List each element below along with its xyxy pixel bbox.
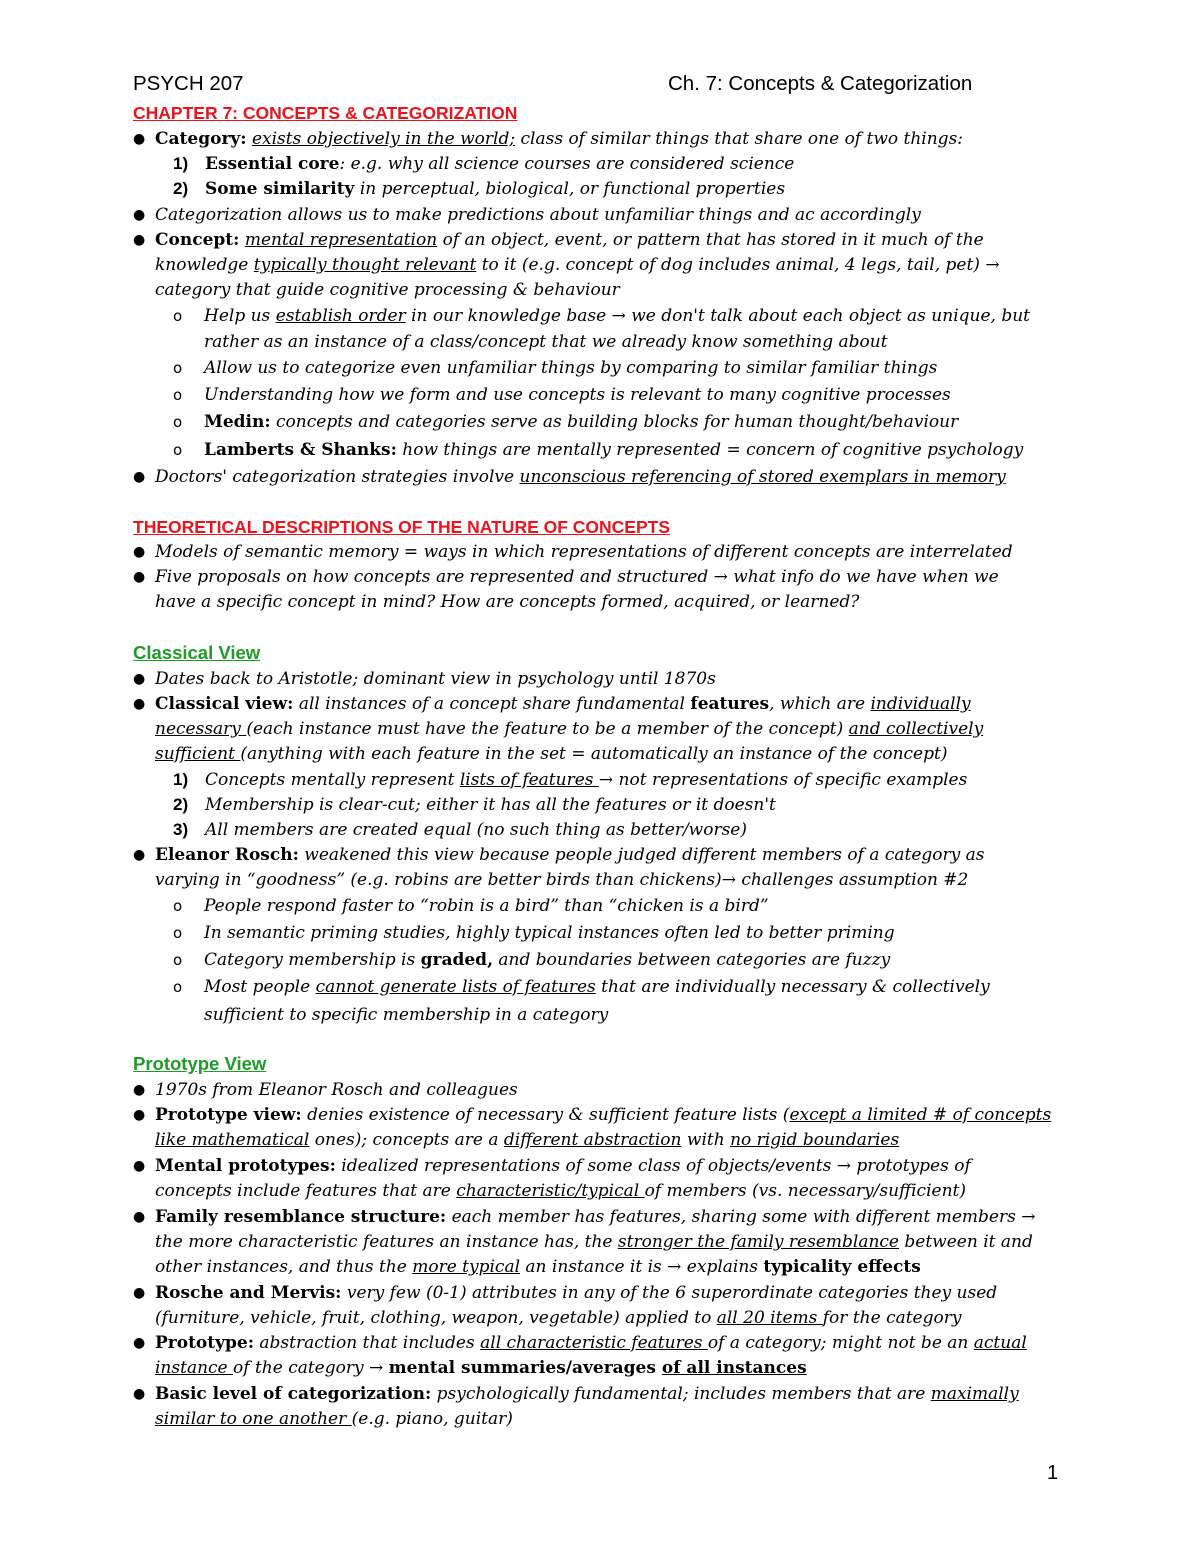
- bullet-icon: ●: [133, 232, 146, 248]
- bullet-icon: ●: [133, 1158, 146, 1174]
- sub-bullet-icon: o: [173, 413, 183, 431]
- list-number: 1): [173, 770, 189, 789]
- bullet-icon: ●: [133, 847, 146, 863]
- list-item: Models of semantic memory = ways in which representations of different concepts are interrelated: [155, 542, 1013, 562]
- list-item-continuation: varying in “goodness” (e.g. robins are better birds than chickens)→ challenges assumption #2: [155, 870, 969, 890]
- bullet-icon: ●: [133, 207, 146, 223]
- list-item: Category membership is graded, and boundaries between categories are fuzzy: [204, 950, 891, 970]
- page-number: 1: [1047, 1462, 1059, 1484]
- list-item: Concepts mentally represent lists of features → not representations of specific examples: [205, 770, 968, 790]
- list-item-continuation: other instances, and thus the more typical an instance it is → explains typicality effects: [155, 1257, 921, 1277]
- list-number: 1): [173, 154, 189, 173]
- list-item: Medin: concepts and categories serve as building blocks for human thought/behaviour: [204, 412, 959, 432]
- sub-bullet-icon: o: [173, 924, 183, 942]
- bullet-icon: ●: [133, 1107, 146, 1123]
- bullet-icon: ●: [133, 1082, 146, 1098]
- list-item-continuation: category that guide cognitive processing & behaviour: [155, 280, 620, 300]
- bullet-icon: ●: [133, 1209, 146, 1225]
- list-item: Understanding how we form and use concepts is relevant to many cognitive processes: [204, 385, 951, 405]
- bullet-icon: ●: [133, 1285, 146, 1301]
- sub-bullet-icon: o: [173, 897, 183, 915]
- list-item: Some similarity in perceptual, biological, or functional properties: [205, 179, 786, 199]
- list-item-continuation: necessary (each instance must have the feature to be a member of the concept) and collectively: [155, 719, 984, 739]
- list-item: Doctors' categorization strategies involve unconscious referencing of stored exemplars in memory: [155, 467, 1006, 487]
- list-item-continuation: rather as an instance of a class/concept that we already know something about: [204, 332, 888, 352]
- sub-bullet-icon: o: [173, 951, 183, 969]
- sub-bullet-icon: o: [173, 386, 183, 404]
- bullet-icon: ●: [133, 671, 146, 687]
- course-code: PSYCH 207: [133, 72, 244, 95]
- list-item: Dates back to Aristotle; dominant view in psychology until 1870s: [155, 669, 716, 689]
- page-header: [133, 72, 1040, 100]
- section-heading-theoretical: THEORETICAL DESCRIPTIONS OF THE NATURE OF CONCEPTS: [133, 517, 671, 537]
- list-item-continuation: concepts include features that are characteristic/typical of members (vs. necessary/sufficient): [155, 1181, 966, 1201]
- bullet-icon: ●: [133, 469, 146, 485]
- list-item: Classical view: all instances of a concept share fundamental features, which are individually: [155, 694, 971, 714]
- bullet-icon: ●: [133, 569, 146, 585]
- list-item: Essential core: e.g. why all science courses are considered science: [205, 154, 795, 174]
- list-item: In semantic priming studies, highly typical instances often led to better priming: [204, 923, 895, 943]
- list-item-continuation: have a specific concept in mind? How are concepts formed, acquired, or learned?: [155, 592, 860, 612]
- section-heading-classical-view: Classical View: [133, 642, 261, 663]
- bullet-icon: ●: [133, 131, 146, 147]
- list-item-continuation: (furniture, vehicle, fruit, clothing, weapon, vegetable) applied to all 20 items for the category: [155, 1308, 962, 1328]
- section-heading-prototype-view: Prototype View: [133, 1053, 267, 1074]
- list-item-continuation: like mathematical ones); concepts are a different abstraction with no rigid boundaries: [155, 1130, 900, 1150]
- list-number: 2): [173, 179, 189, 198]
- sub-bullet-icon: o: [173, 307, 183, 325]
- list-item-continuation: instance of the category → mental summaries/averages of all instances: [155, 1358, 807, 1378]
- list-item: Allow us to categorize even unfamiliar things by comparing to similar familiar things: [204, 358, 938, 378]
- list-item: Concept: mental representation of an object, event, or pattern that has stored in it much of the: [155, 230, 984, 250]
- list-item: Categorization allows us to make predictions about unfamiliar things and ac accordingly: [155, 205, 921, 225]
- list-item-continuation: sufficient (anything with each feature in the set = automatically an instance of the concept): [155, 744, 948, 764]
- list-item-continuation: knowledge typically thought relevant to it (e.g. concept of dog includes animal, 4 legs, tail, pet) →: [155, 255, 1000, 275]
- list-item: Most people cannot generate lists of features that are individually necessary & collectively: [204, 977, 990, 997]
- list-item: People respond faster to “robin is a bird” than “chicken is a bird”: [204, 896, 769, 916]
- list-item: Family resemblance structure: each member has features, sharing some with different members →: [155, 1207, 1036, 1227]
- list-number: 3): [173, 820, 189, 839]
- list-item: Mental prototypes: idealized representations of some class of objects/events → prototypes of: [155, 1156, 971, 1176]
- list-item: Prototype view: denies existence of necessary & sufficient feature lists (except a limited # of concepts: [155, 1105, 1052, 1125]
- list-item-continuation: the more characteristic features an instance has, the stronger the family resemblance between it and: [155, 1232, 1033, 1252]
- list-item-continuation: similar to one another (e.g. piano, guitar): [155, 1409, 513, 1429]
- list-item: Membership is clear-cut; either it has all the features or it doesn't: [205, 795, 776, 815]
- list-item: 1970s from Eleanor Rosch and colleagues: [155, 1080, 518, 1100]
- sub-bullet-icon: o: [173, 978, 183, 996]
- list-item: Five proposals on how concepts are represented and structured → what info do we have when we: [155, 567, 999, 587]
- sub-bullet-icon: o: [173, 441, 183, 459]
- list-item: Eleanor Rosch: weakened this view because people judged different members of a category as: [155, 845, 985, 865]
- list-item: Prototype: abstraction that includes all characteristic features of a category; might not be an actual: [155, 1333, 1027, 1353]
- list-item: Rosche and Mervis: very few (0-1) attributes in any of the 6 superordinate categories they used: [155, 1283, 998, 1303]
- bullet-icon: ●: [133, 1335, 146, 1351]
- list-number: 2): [173, 795, 189, 814]
- bullet-icon: ●: [133, 1386, 146, 1402]
- section-heading-chapter: CHAPTER 7: CONCEPTS & CATEGORIZATION: [133, 103, 518, 123]
- list-item: Basic level of categorization: psychologically fundamental; includes members that are maximally: [155, 1384, 1019, 1404]
- list-item: Lamberts & Shanks: how things are mentally represented = concern of cognitive psychology: [204, 440, 1024, 460]
- bullet-icon: ●: [133, 544, 146, 560]
- list-item-continuation: sufficient to specific membership in a category: [204, 1005, 609, 1025]
- list-item: All members are created equal (no such thing as better/worse): [205, 820, 747, 840]
- list-item: Category: exists objectively in the world; class of similar things that share one of two things:: [155, 129, 964, 149]
- list-item: Help us establish order in our knowledge base → we don't talk about each object as unique, but: [204, 306, 1030, 326]
- chapter-title-header: Ch. 7: Concepts & Categorization: [668, 72, 973, 95]
- sub-bullet-icon: o: [173, 359, 183, 377]
- bullet-icon: ●: [133, 696, 146, 712]
